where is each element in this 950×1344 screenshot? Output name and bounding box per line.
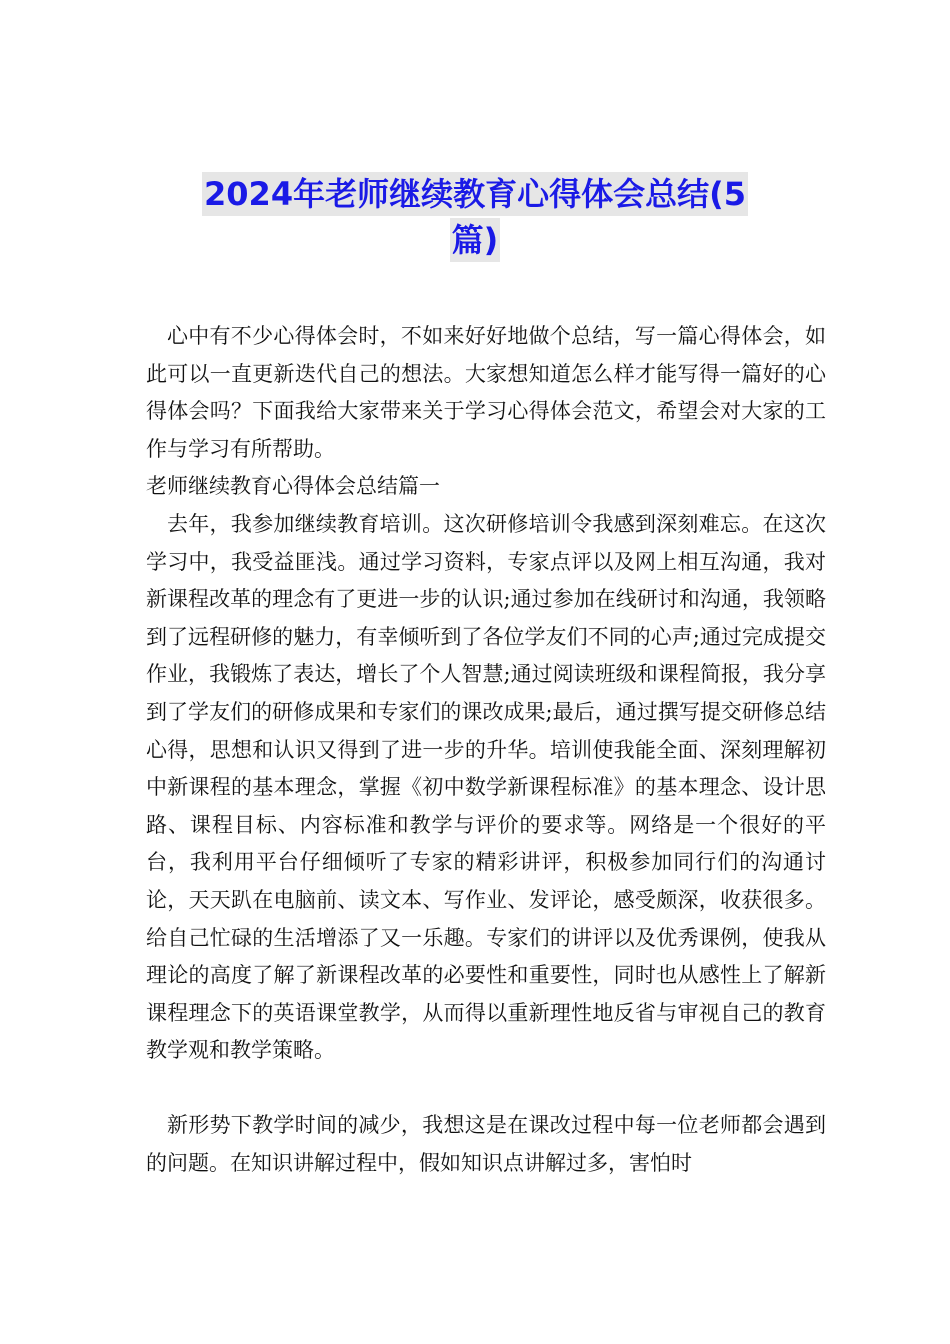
document-title: [140, 172, 810, 262]
document-body: [146, 318, 826, 1183]
body-paragraph-2: 新形势下教学时间的减少，我想这是在课改过程中每一位老师都会遇到的问题。在知识讲解过程中，假如知识点讲解过多，害怕时: [146, 1113, 826, 1176]
paragraph-gap: [146, 1070, 826, 1108]
title-line-2: 篇): [450, 218, 501, 262]
body-paragraph-1: 去年，我参加继续教育培训。这次研修培训令我感到深刻难忘。在这次学习中，我受益匪浅。通过学习资料，专家点评以及网上相互沟通，我对新课程改革的理念有了更进一步的认识;通过参加在线研讨和沟通，我领略到了远程研修的魅力，有幸倾听到了各位学友们不同的心声;通过完成提交作业，我锻炼了表达，增长了个人智慧;通过阅读班级和课程简报，我分享到了学友们的研修成果和专家们的课改成果;最后，通过撰写提交研修总结心得，思想和认识又得到了进一步的升华。培训使我能全面、深刻理解初中新课程的基本理念，掌握《初中数学新课程标准》的基本理念、设计思路、课程目标、内容标准和教学与评价的要求等。网络是一个很好的平台，我利用平台仔细倾听了专家的精彩讲评，积极参加同行们的沟通讨论，天天趴在电脑前、读文本、写作业、发评论，感受颇深，收获很多。给自己忙碌的生活增添了又一乐趣。专家们的讲评以及优秀课例，使我从理论的高度了解了新课程改革的必要性和重要性，同时也从感性上了解新课程理念下的英语课堂教学，从而得以重新理性地反省与审视自己的教育教学观和教学策略。: [146, 511, 826, 1063]
title-line-1: 2024年老师继续教育心得体会总结(5: [202, 172, 748, 216]
section-heading: 老师继续教育心得体会总结篇一: [146, 474, 440, 499]
intro-paragraph: 心中有不少心得体会时，不如来好好地做个总结，写一篇心得体会，如此可以一直更新迭代自己的想法。大家想知道怎么样才能写得一篇好的心得体会吗？下面我给大家带来关于学习心得体会范文，希望会对大家的工作与学习有所帮助。: [146, 324, 826, 461]
